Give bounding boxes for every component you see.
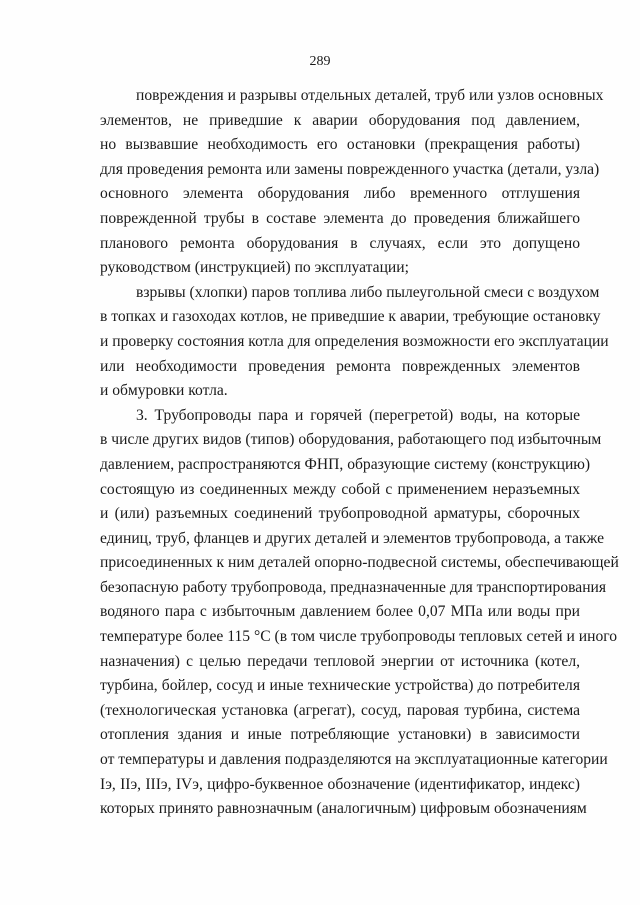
- text-line: безопасную работу трубопровода, предназначенные для транспортирования: [100, 578, 607, 596]
- text-line: 3. Трубопроводы пара и горячей (перегретой) воды, на которые: [136, 406, 580, 424]
- text-line: повреждения и разрывы отдельных деталей, труб или узлов основных: [136, 87, 604, 104]
- text-line: или необходимости проведения ремонта поврежденных элементов: [100, 357, 580, 375]
- text-line: и (или) разъемных соединений трубопроводной арматуры, сборочных: [100, 505, 580, 523]
- text-line: отопления здания и иные потребляющие установки) в зависимости: [100, 726, 580, 744]
- text-line: которых принято равнозначным (аналогичным) цифровым обозначениям: [100, 800, 587, 818]
- text-line: присоединенных к ним деталей опорно-подвесной системы, обеспечивающей: [100, 554, 619, 572]
- text-line: в топках и газоходах котлов, не приведшие к аварии, требующие остановку: [100, 308, 601, 326]
- text-line: основного элемента оборудования либо временного отглушения: [100, 185, 580, 203]
- page-number: 289: [309, 54, 331, 69]
- text-line: назначения) с целью передачи тепловой энергии от источника (котел,: [100, 652, 580, 670]
- text-line: руководством (инструкцией) по эксплуатации;: [100, 259, 409, 277]
- text-line: турбина, бойлер, сосуд и иные технические устройства) до потребителя: [100, 677, 580, 695]
- text-line: планового ремонта оборудования в случаях, если это допущено: [100, 234, 580, 252]
- text-line: (технологическая установка (агрегат), сосуд, паровая турбина, система: [100, 701, 580, 719]
- text-line: температуре более 115 °С (в том числе трубопроводы тепловых сетей и иного: [100, 628, 618, 646]
- paragraph: [100, 281, 609, 404]
- text-line: состоящую из соединенных между собой с применением неразъемных: [100, 480, 580, 498]
- paragraph: [100, 404, 619, 822]
- text-line: взрывы (хлопки) паров топлива либо пылеугольной смеси с воздухом: [136, 283, 600, 301]
- text-line: единиц, труб, фланцев и других деталей и элементов трубопровода, а также: [100, 529, 604, 547]
- text-line: водяного пара с избыточным давлением более 0,07 МПа или воды при: [100, 603, 580, 621]
- text-line: поврежденной трубы в составе элемента до проведения ближайшего: [100, 209, 580, 227]
- document-body: [100, 84, 619, 822]
- paragraph: [100, 84, 604, 281]
- text-line: Iэ, IIэ, IIIэ, IVэ, цифро-буквенное обозначение (идентификатор, индекс): [100, 775, 580, 793]
- text-line: давлением, распространяются ФНП, образующие систему (конструкцию): [100, 455, 591, 473]
- text-line: в числе других видов (типов) оборудования, работающего под избыточным: [100, 431, 602, 449]
- text-line: но вызвавшие необходимость его остановки (прекращения работы): [100, 136, 580, 154]
- text-line: от температуры и давления подразделяются на эксплуатационные категории: [100, 751, 608, 769]
- text-line: и обмуровки котла.: [100, 382, 228, 400]
- text-line: для проведения ремонта или замены поврежденного участка (детали, узла): [100, 160, 600, 178]
- text-line: и проверку состояния котла для определения возможности его эксплуатации: [100, 332, 609, 350]
- text-line: элементов, не приведшие к аварии оборудования под давлением,: [100, 111, 580, 129]
